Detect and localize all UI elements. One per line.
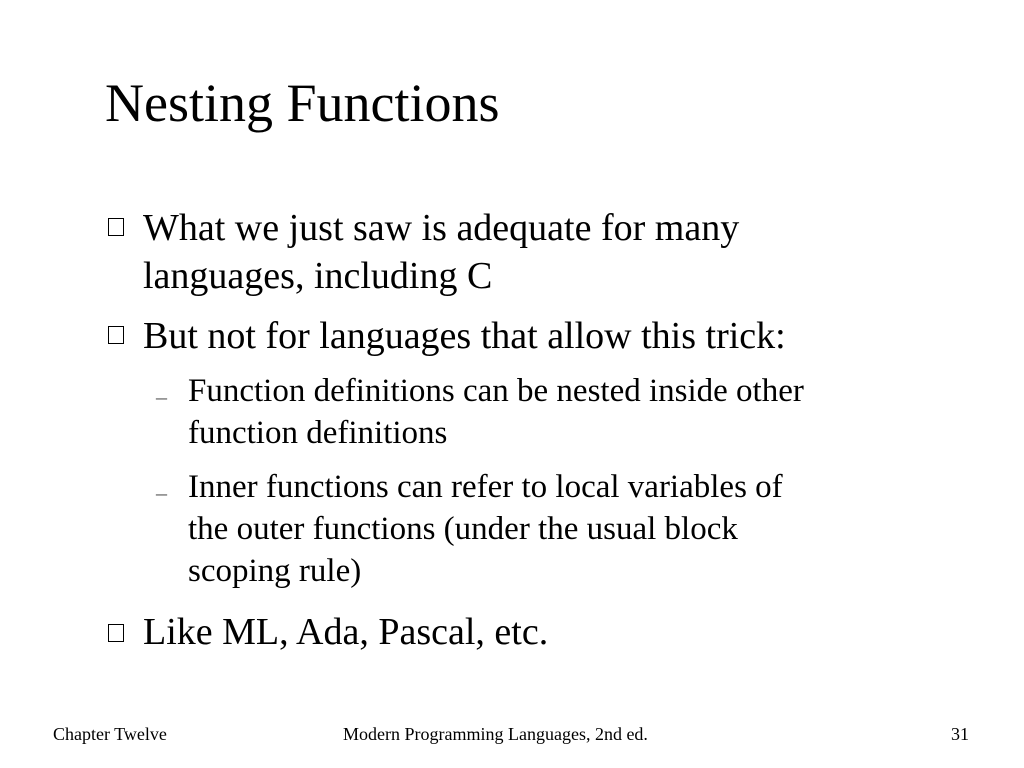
sub-bullet-line: function definitions bbox=[188, 415, 448, 451]
bullet-marker-icon bbox=[108, 624, 124, 642]
bullet-line: But not for languages that allow this trick: bbox=[143, 315, 786, 357]
bullet-line: What we just saw is adequate for many bbox=[143, 207, 740, 249]
footer-book-title: Modern Programming Languages, 2nd ed. bbox=[343, 724, 648, 744]
bullet-marker-icon bbox=[108, 326, 124, 344]
footer-page-number: 31 bbox=[951, 724, 969, 744]
sub-bullet-line: Inner functions can refer to local variables of bbox=[188, 469, 783, 505]
bullet-line: Like ML, Ada, Pascal, etc. bbox=[143, 611, 549, 653]
bullet-line: languages, including C bbox=[143, 255, 493, 297]
bullet-marker-icon bbox=[108, 218, 124, 236]
dash-bullet-icon: – bbox=[156, 480, 167, 505]
sub-bullet-line: Function definitions can be nested inside other bbox=[188, 373, 804, 409]
dash-bullet-icon: – bbox=[156, 384, 167, 409]
footer-chapter: Chapter Twelve bbox=[53, 724, 167, 744]
sub-bullet-line: scoping rule) bbox=[188, 553, 362, 589]
slide-title: Nesting Functions bbox=[105, 73, 500, 133]
sub-bullet-line: the outer functions (under the usual block bbox=[188, 511, 738, 547]
